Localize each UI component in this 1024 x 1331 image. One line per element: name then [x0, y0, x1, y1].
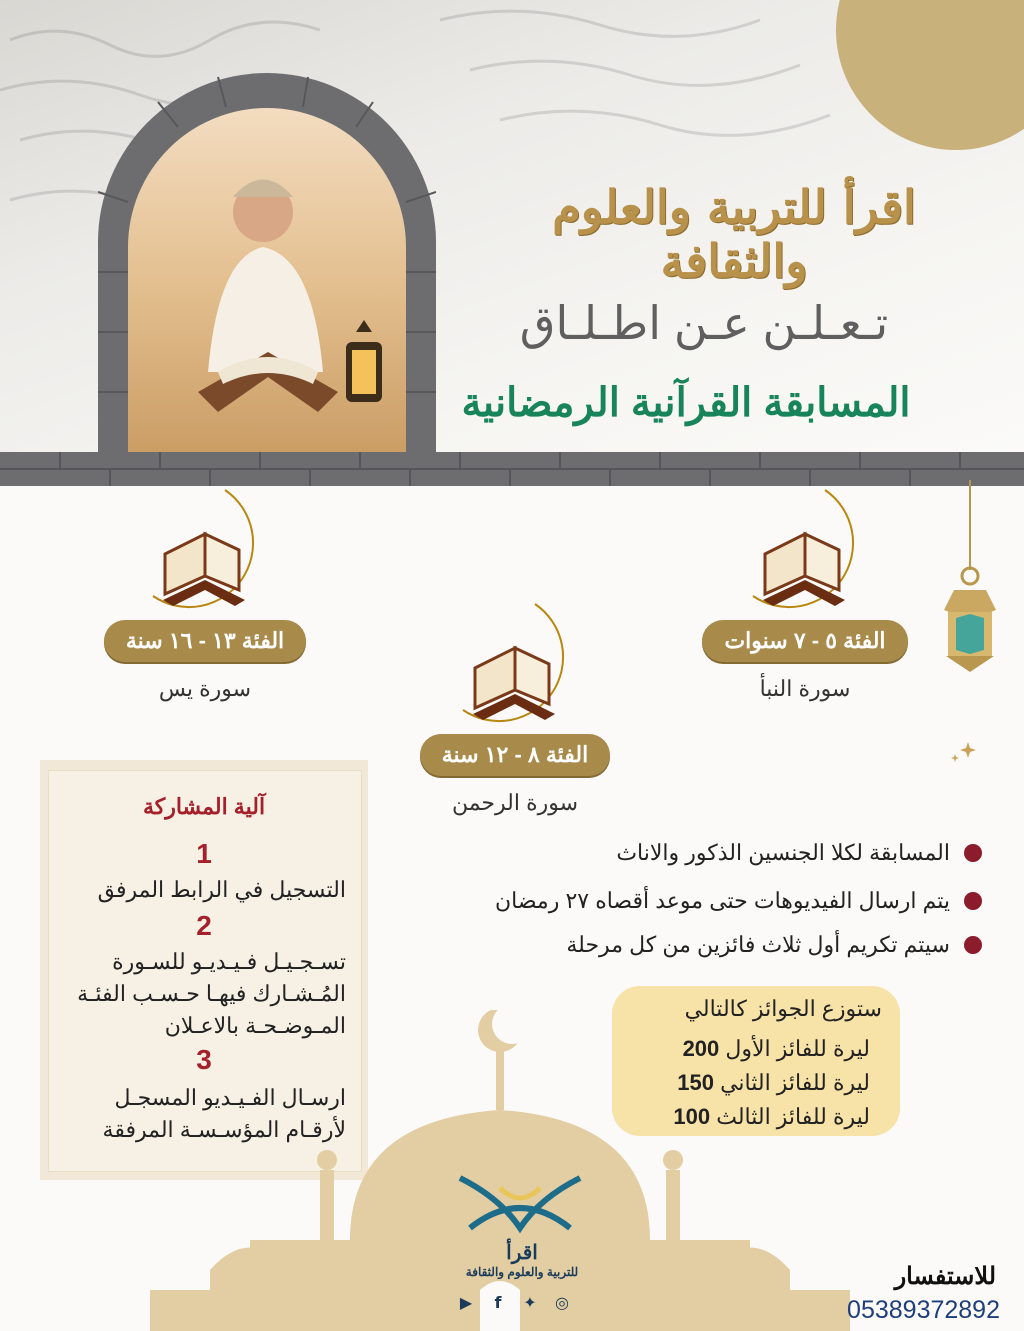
instagram-icon[interactable]: ◎: [555, 1293, 569, 1312]
logo-name: اقرأ: [506, 1242, 538, 1264]
prize-amount: 200: [682, 1036, 720, 1061]
prize-amount: 150: [677, 1070, 714, 1095]
sparkle-icon: [950, 740, 976, 766]
logo-tagline: للتربية والعلوم والثقافة: [465, 1265, 579, 1279]
hanging-lantern-icon: [940, 480, 1000, 680]
social-links: [444, 1294, 584, 1312]
category-surah: سورة يس: [158, 676, 252, 701]
step-number: 2: [196, 910, 212, 941]
category-surah: سورة النبأ: [759, 676, 851, 701]
twitter-icon[interactable]: ✦: [523, 1293, 537, 1312]
bullet-dot-icon: [964, 892, 982, 910]
note-item: [495, 888, 982, 914]
note-item: [566, 932, 982, 958]
contact-phone[interactable]: 05389372892: [847, 1296, 1000, 1324]
prize-third: [600, 1104, 870, 1130]
logo-text: [432, 1240, 612, 1279]
note-item: [616, 840, 982, 866]
category-age-8-12: [400, 598, 630, 816]
note-text: يتم ارسال الفيديوهات حتى موعد أقصاه ٢٧ رمضان: [494, 888, 950, 913]
crescent-quran-icon: [135, 484, 275, 614]
contact-label: للاستفسار: [894, 1263, 996, 1290]
bullet-dot-icon: [964, 936, 982, 954]
category-label: الفئة ١٣ - ١٦ سنة: [104, 620, 306, 662]
prize-second: [600, 1070, 870, 1096]
participation-title: آلية المشاركة: [142, 794, 266, 819]
step-text: تسـجـيـل فـيـديـو للسـورة المُـشـارك فيهـا حـسـب الفئـة المـوضـحـة بالاعـلان: [77, 949, 346, 1038]
iqra-logo-icon: [450, 1168, 590, 1248]
competition-title: المسابقة القرآنية الرمضانية: [461, 381, 911, 425]
note-text: المسابقة لكلا الجنسين الذكور والاناث: [616, 840, 950, 865]
facebook-icon[interactable]: f: [494, 1293, 502, 1312]
crescent-quran-icon: [445, 598, 585, 728]
announcement-text: تـعـلـن عـن اطـلـاق: [519, 297, 889, 349]
stone-wall-strip: [0, 452, 1024, 486]
arch-photo-frame: [98, 72, 436, 464]
prize-first: [600, 1036, 870, 1062]
crescent-quran-icon: [735, 484, 875, 614]
step-number: 3: [196, 1044, 212, 1075]
category-age-5-7: [690, 484, 920, 702]
organization-calligraphy: اقرأ للتربية والعلوم والثقافة: [552, 180, 916, 288]
category-age-13-16: [90, 484, 320, 702]
prize-text: ليرة للفائز الثالث: [716, 1104, 870, 1129]
category-surah: سورة الرحمن: [451, 790, 579, 815]
step-number: 1: [196, 838, 212, 869]
step-text: التسجيل في الرابط المرفق: [97, 877, 346, 902]
category-label: الفئة ٨ - ١٢ سنة: [420, 734, 611, 776]
prizes-title: ستوزع الجوائز كالتالي: [684, 996, 882, 1021]
youtube-icon[interactable]: ▶: [459, 1293, 473, 1312]
prize-text: ليرة للفائز الأول: [725, 1036, 870, 1061]
category-label: الفئة ٥ - ٧ سنوات: [702, 620, 907, 662]
step-text: ارسـال الفـيـديو المسجـل لأرقـام المؤسـسـة المرفقة: [102, 1085, 346, 1142]
note-text: سيتم تكريم أول ثلاث فائزين من كل مرحلة: [566, 932, 950, 957]
bullet-dot-icon: [964, 844, 982, 862]
prize-amount: 100: [673, 1104, 711, 1129]
prize-text: ليرة للفائز الثاني: [720, 1070, 870, 1095]
